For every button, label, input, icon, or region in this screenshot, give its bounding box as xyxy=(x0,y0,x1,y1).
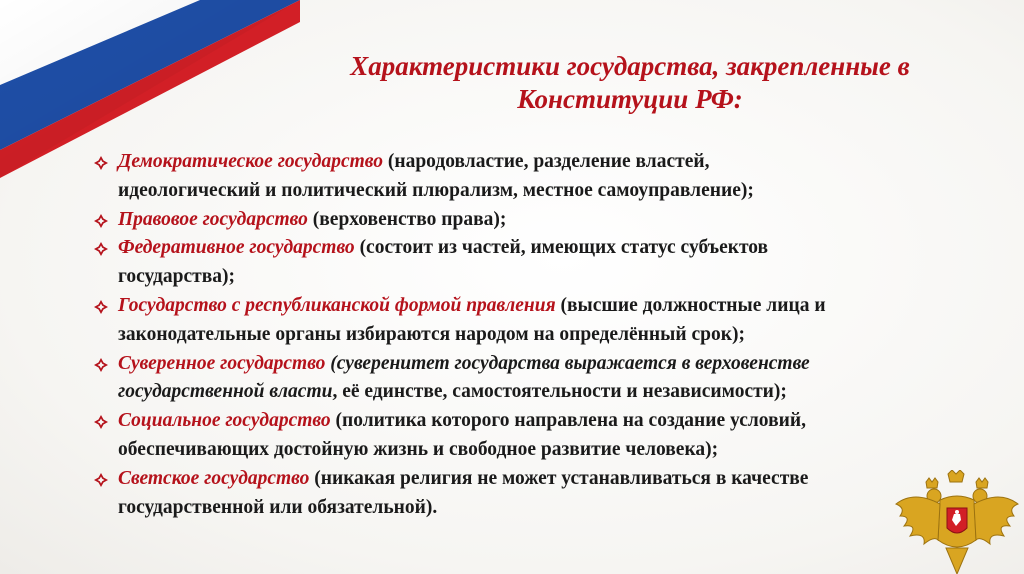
diamond-bullet-icon xyxy=(94,473,108,487)
item-desc-cont: идеологический и политический плюрализм, местное самоуправление); xyxy=(118,179,754,201)
list-item xyxy=(94,407,974,465)
item-desc: (высшие должностные лица и xyxy=(555,294,826,316)
diamond-bullet-icon xyxy=(94,242,108,256)
coat-of-arms-icon xyxy=(890,470,1024,574)
title-line-1: Характеристики государства, закрепленные в xyxy=(350,51,910,81)
list-item xyxy=(94,148,974,206)
diamond-bullet-icon xyxy=(94,214,108,228)
item-term: Социальное государство xyxy=(118,410,331,432)
list-item xyxy=(94,465,974,523)
item-desc-cont: законодательные органы избираются народом на определённый срок); xyxy=(118,323,745,345)
diamond-bullet-icon xyxy=(94,358,108,372)
item-term: Федеративное государство xyxy=(118,237,355,259)
item-desc-cont-2: , её единстве, самостоятельности и независимости); xyxy=(332,381,787,403)
item-desc: (верховенство права); xyxy=(307,208,507,230)
item-term: Суверенное государство xyxy=(118,352,326,374)
diamond-bullet-icon xyxy=(94,156,108,170)
item-term: Правовое государство xyxy=(118,208,308,230)
item-desc: (состоит из частей, имеющих статус субъектов xyxy=(354,237,769,259)
item-desc-cont: государства); xyxy=(118,266,235,288)
list-item xyxy=(94,350,974,408)
item-term: Светское государство xyxy=(118,467,310,489)
item-desc: (суверенитет государства выражается в верховенстве xyxy=(325,352,810,374)
list-item xyxy=(94,234,974,292)
item-desc: (народовластие, разделение властей, xyxy=(382,151,710,172)
item-term: Государство с республиканской формой правления xyxy=(118,294,556,316)
item-term: Демократическое государство xyxy=(118,151,383,172)
item-desc: (политика которого направлена на создание условий, xyxy=(330,410,806,432)
list-item xyxy=(94,206,974,235)
item-desc-cont: обеспечивающих достойную жизнь и свободное развитие человека); xyxy=(118,438,719,460)
page-title xyxy=(300,50,960,116)
item-desc-cont: государственной или обязательной). xyxy=(118,496,438,518)
title-line-2: Конституции РФ: xyxy=(517,84,743,114)
diamond-bullet-icon xyxy=(94,300,108,314)
characteristics-list xyxy=(94,148,974,522)
diamond-bullet-icon xyxy=(94,415,108,429)
list-item xyxy=(94,292,974,350)
item-desc-cont: государственной власти xyxy=(118,381,333,403)
item-desc: (никакая религия не может устанавливаться в качестве xyxy=(309,467,809,489)
